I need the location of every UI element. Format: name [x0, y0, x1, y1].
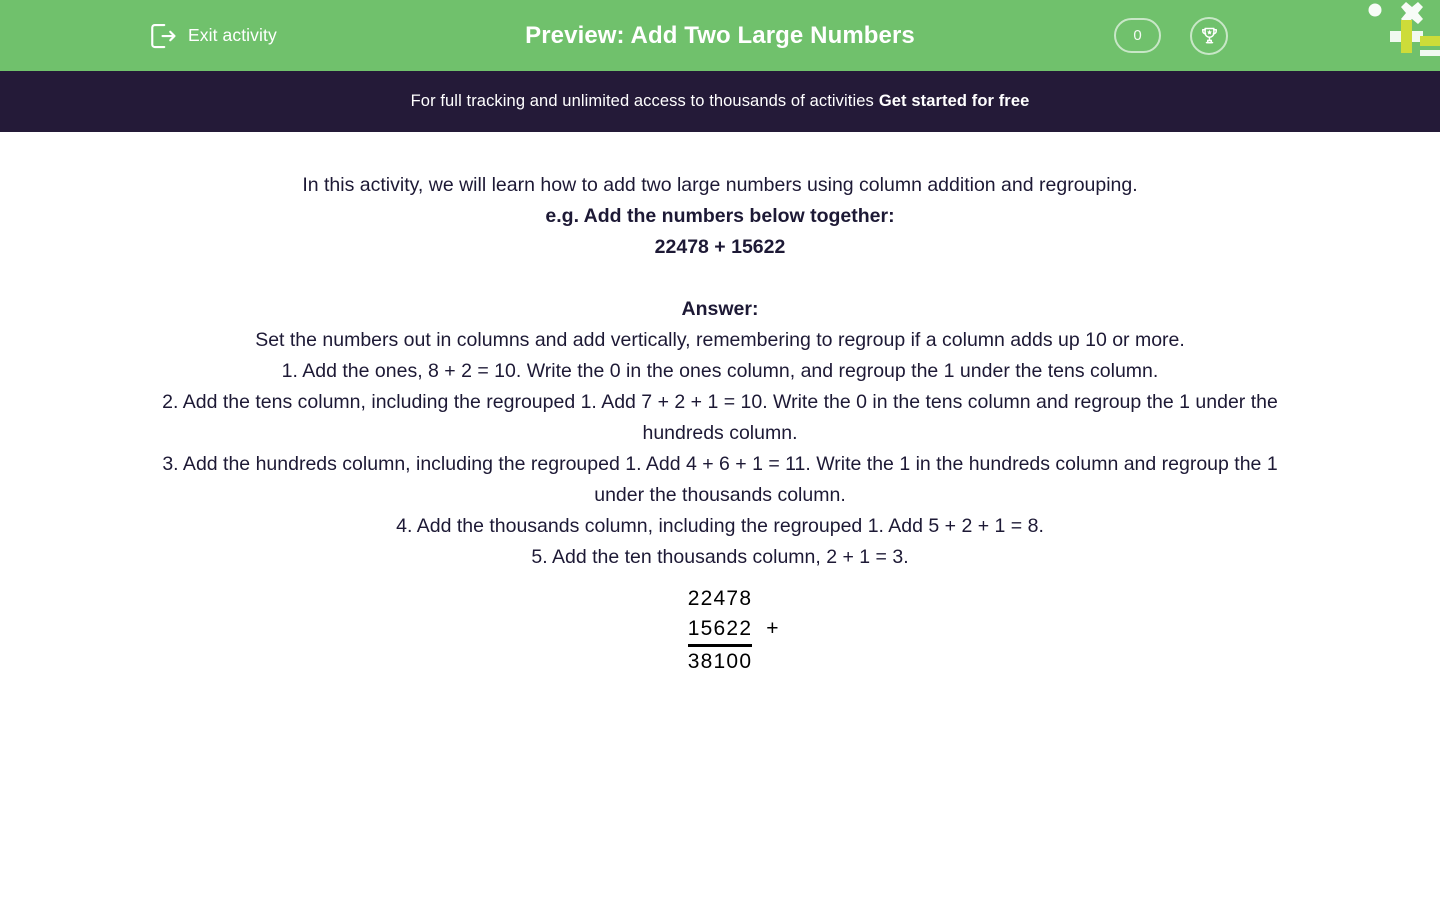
get-started-link[interactable]: Get started for free: [878, 92, 1030, 110]
trophy-icon: [1199, 25, 1220, 46]
lesson-step: 5. Add the ten thousands column, 2 + 1 = 3.: [531, 546, 909, 568]
promo-banner: [0, 71, 1440, 132]
lesson-step: 1. Add the ones, 8 + 2 = 10. Write the 0 in the ones column, and regroup the 1 under the tens column.: [281, 360, 1159, 382]
column-sum-total: 38100: [687, 650, 753, 673]
top-app-bar: [0, 0, 1440, 71]
exit-activity-label: Exit activity: [188, 25, 277, 45]
score-value: 0: [1133, 27, 1142, 44]
example-heading: e.g. Add the numbers below together:: [545, 205, 895, 227]
column-addition-worked-example: [160, 584, 1280, 677]
awards-button[interactable]: [1190, 17, 1228, 55]
promo-text: For full tracking and unlimited access to thousands of activities: [410, 92, 874, 110]
lesson-step: 4. Add the thousands column, including the regrouped 1. Add 5 + 2 + 1 = 8.: [396, 515, 1044, 537]
column-sum-grid: [687, 584, 779, 677]
answer-heading: Answer:: [681, 298, 759, 320]
column-sum-addend2-value: 15622: [687, 617, 753, 640]
lesson-step: 3. Add the hundreds column, including the regrouped 1. Add 4 + 6 + 1 = 11. Write the 1 in the hundreds column and regroup the 1 under the thousands column.: [162, 453, 1278, 506]
score-badge[interactable]: [1114, 18, 1161, 53]
spacer: [160, 263, 1280, 294]
column-sum-addend2: [687, 614, 779, 647]
example-sum: 22478 + 15622: [654, 236, 786, 258]
lesson-body: [160, 170, 1280, 677]
answer-intro: Set the numbers out in columns and add vertically, remembering to regroup if a column adds up 10 or more.: [255, 329, 1185, 351]
lesson-step: 2. Add the tens column, including the regrouped 1. Add 7 + 2 + 1 = 10. Write the 0 in the tens column and regroup the 1 under the hundreds column.: [162, 391, 1278, 444]
column-sum-addend1: 22478: [687, 587, 753, 610]
page-title: Preview: Add Two Large Numbers: [525, 21, 915, 49]
activity-content: [0, 132, 1440, 900]
plus-operator: +: [766, 617, 779, 640]
lesson-intro: In this activity, we will learn how to add two large numbers using column addition and regrouping.: [302, 174, 1138, 196]
topbar-actions: [1114, 17, 1228, 55]
